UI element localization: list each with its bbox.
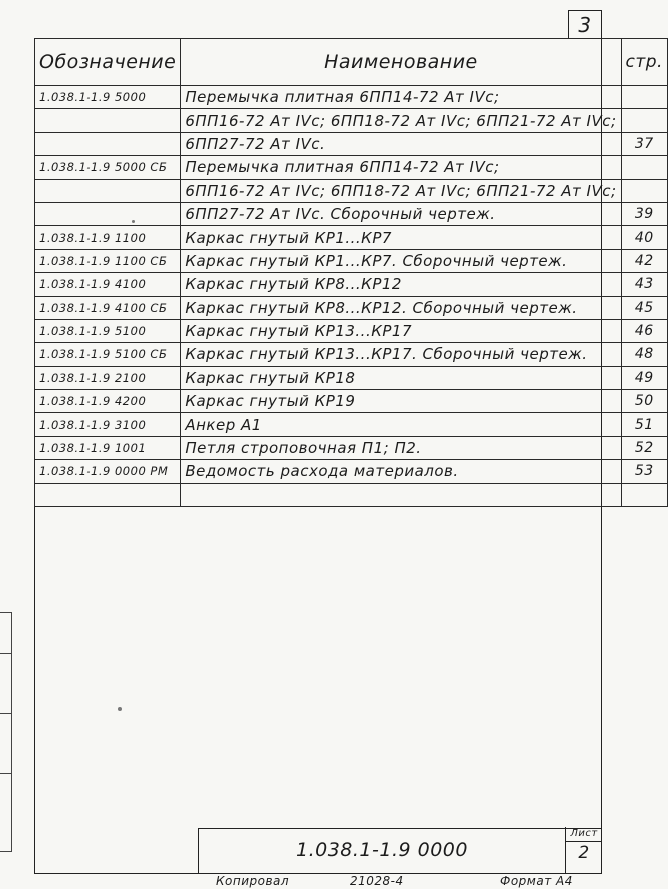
row-code: 1.038.1-1.9 4100 СБ: [35, 296, 181, 319]
table-row: [35, 436, 668, 459]
row-page: 43: [621, 273, 667, 296]
footer-order: 21028-4: [350, 874, 404, 888]
row-page: 37: [621, 132, 667, 155]
row-page: 51: [621, 413, 667, 436]
row-name: Каркас гнутый КР1...КР7. Сборочный чертеж.: [181, 249, 621, 272]
row-name: Каркас гнутый КР18: [181, 366, 621, 389]
document-number: 1.038.1-1.9 0000: [296, 839, 468, 861]
scan-speck: [132, 220, 135, 223]
row-page: 50: [621, 390, 667, 413]
footer-strip: [0, 874, 625, 889]
row-code: 1.038.1-1.9 5000 СБ: [35, 156, 181, 179]
row-name: Каркас гнутый КР19: [181, 390, 621, 413]
row-page: [621, 156, 667, 179]
side-stamp-divider: [0, 653, 11, 654]
footer-copied: Копировал: [216, 874, 290, 888]
row-code: [35, 202, 181, 225]
table-row: [35, 366, 668, 389]
footer-format: Формат А4: [500, 874, 573, 888]
table-row: [35, 460, 668, 483]
row-code: 1.038.1-1.9 0000 РМ: [35, 460, 181, 483]
row-code: 1.038.1-1.9 5000: [35, 86, 181, 109]
sheet-tab: [568, 10, 602, 39]
header-code: Обозначение: [35, 39, 181, 86]
row-name: Перемычка плитная 6ПП14-72 Ат IVс;: [181, 86, 621, 109]
row-name: Каркас гнутый КР8...КР12. Сборочный чертеж.: [181, 296, 621, 319]
row-code: 1.038.1-1.9 5100 СБ: [35, 343, 181, 366]
contents-table: [34, 38, 668, 507]
table-row: [35, 132, 668, 155]
table-row: [35, 179, 668, 202]
scan-speck: [118, 707, 122, 711]
row-name: Ведомость расхода материалов.: [181, 460, 621, 483]
table-row: [35, 343, 668, 366]
table-row: [35, 319, 668, 342]
row-page: 45: [621, 296, 667, 319]
row-name: Каркас гнутый КР13...КР17: [181, 319, 621, 342]
row-page: 49: [621, 366, 667, 389]
sheet-box: [565, 827, 602, 873]
row-code: [35, 179, 181, 202]
table-row: [35, 413, 668, 436]
title-block: [198, 828, 602, 874]
row-code: 1.038.1-1.9 5100: [35, 319, 181, 342]
row-name: 6ПП27-72 Ат IVс.: [181, 132, 621, 155]
table-row: [35, 296, 668, 319]
row-page: 42: [621, 249, 667, 272]
row-name: Анкер А1: [181, 413, 621, 436]
row-code: 1.038.1-1.9 1100: [35, 226, 181, 249]
table-row: [35, 156, 668, 179]
header-page: стр.: [621, 39, 667, 86]
sheet-label: Лист: [566, 827, 602, 842]
row-page: [621, 86, 667, 109]
row-page: [621, 179, 667, 202]
table-body: [35, 86, 668, 507]
table-row: [35, 202, 668, 225]
row-name: 6ПП16-72 Ат IVс; 6ПП18-72 Ат IVс; 6ПП21-72 Ат IVс;: [181, 109, 621, 132]
row-name: Перемычка плитная 6ПП14-72 Ат IVс;: [181, 156, 621, 179]
row-name: Каркас гнутый КР8...КР12: [181, 273, 621, 296]
table-row: [35, 249, 668, 272]
side-stamp-divider: [0, 713, 11, 714]
row-code: 1.038.1-1.9 1100 СБ: [35, 249, 181, 272]
row-page: 53: [621, 460, 667, 483]
row-code: 1.038.1-1.9 4100: [35, 273, 181, 296]
row-name: Петля строповочная П1; П2.: [181, 436, 621, 459]
row-name: Каркас гнутый КР13...КР17. Сборочный чертеж.: [181, 343, 621, 366]
row-code: [35, 109, 181, 132]
row-code: [35, 483, 181, 506]
sheet-tab-number: 3: [578, 13, 592, 37]
row-code: 1.038.1-1.9 4200: [35, 390, 181, 413]
row-code: [35, 132, 181, 155]
row-name: [181, 483, 621, 506]
table-header-row: [35, 39, 668, 86]
row-page: 46: [621, 319, 667, 342]
header-name: Наименование: [181, 39, 621, 86]
side-stamp-divider: [0, 773, 11, 774]
row-page: [621, 483, 667, 506]
row-page: 39: [621, 202, 667, 225]
row-name: 6ПП27-72 Ат IVс. Сборочный чертеж.: [181, 202, 621, 225]
table-row: [35, 226, 668, 249]
row-name: Каркас гнутый КР1...КР7: [181, 226, 621, 249]
row-page: 52: [621, 436, 667, 459]
table-row: [35, 390, 668, 413]
table-row: [35, 86, 668, 109]
row-code: 1.038.1-1.9 2100: [35, 366, 181, 389]
row-page: 48: [621, 343, 667, 366]
row-page: 40: [621, 226, 667, 249]
row-name: 6ПП16-72 Ат IVс; 6ПП18-72 Ат IVс; 6ПП21-72 Ат IVс;: [181, 179, 621, 202]
table-row: [35, 483, 668, 506]
sheet-number: 2: [578, 843, 590, 864]
table-row: [35, 273, 668, 296]
side-stamp: [0, 612, 12, 852]
table-row: [35, 109, 668, 132]
row-code: 1.038.1-1.9 3100: [35, 413, 181, 436]
row-code: 1.038.1-1.9 1001: [35, 436, 181, 459]
row-page: [621, 109, 667, 132]
